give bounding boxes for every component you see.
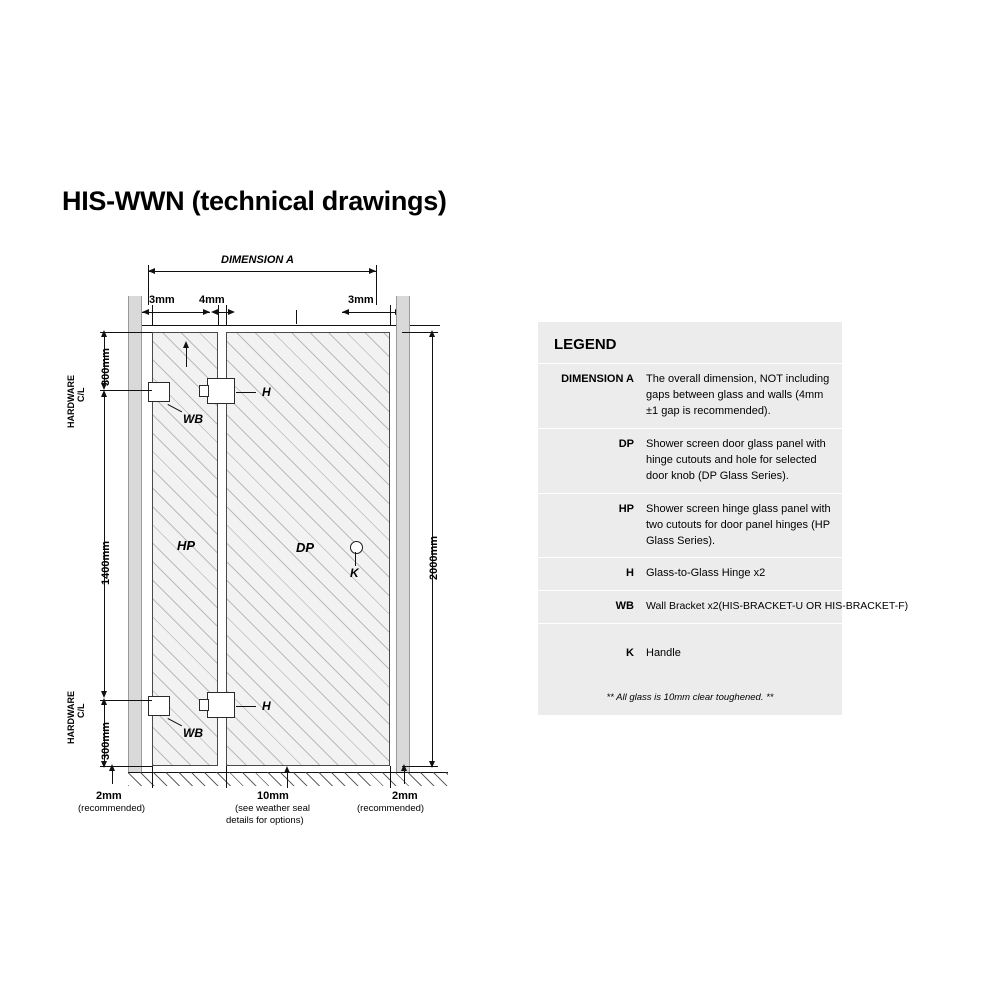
glass-hinge-bottom: [207, 692, 235, 718]
legend-desc: Handle: [646, 647, 681, 660]
dimension-a-arrow-left: [148, 268, 155, 274]
legend-row: [538, 363, 842, 428]
dimension-a-ext-right: [376, 265, 377, 305]
legend-row: [538, 623, 842, 676]
bottom-center-note-1: (see weather seal: [235, 803, 310, 814]
bottom-left-arrow: [109, 764, 115, 771]
gap-right-label: 3mm: [348, 294, 374, 306]
gap-left-label: 3mm: [149, 294, 175, 306]
legend-key: DP: [618, 437, 634, 450]
legend-desc: Glass-to-Glass Hinge x2: [646, 567, 766, 580]
legend-row: [538, 590, 909, 623]
dimension-a-arrow-right: [369, 268, 376, 274]
legend-panel: [538, 322, 909, 715]
legend-desc: The overall dimension, NOT including gaps between glass and walls (4mm ±1 gap is recommended).: [646, 373, 830, 417]
left-dim-300-top-label: 300mm: [100, 348, 112, 386]
tick-hp-right: [218, 305, 219, 325]
hinge-bottom-label: H: [262, 699, 271, 713]
gap-left-arrow-a: [142, 309, 149, 315]
left-dim-1400-arrow-d: [101, 691, 107, 698]
cl-hardware-top-line2: HARDWARE: [66, 375, 76, 428]
legend-heading: LEGEND: [554, 336, 617, 353]
glass-hinge-bottom-stub: [199, 699, 209, 711]
left-ext-top-2: [100, 390, 152, 391]
hp-top-arrow-line: [186, 345, 187, 367]
bottom-center-note-2: details for options): [226, 815, 304, 826]
bottom-left-note: (recommended): [78, 803, 146, 814]
bottom-center-value: 10mm: [257, 790, 289, 802]
wall-bracket-bottom-label: WB: [183, 726, 203, 740]
right-dim-2000-label: 2000mm: [428, 535, 440, 580]
hinge-top-label: H: [262, 385, 271, 399]
right-ext-bottom: [402, 766, 438, 767]
glass-hinge-top-stub: [199, 385, 209, 397]
legend-key: DIMENSION A: [561, 373, 634, 385]
legend-desc: Shower screen door glass panel with hinge cutouts and hole for selected door knob (DP Glass Series).: [646, 437, 826, 482]
bottom-ext-1: [152, 766, 153, 788]
door-knob-hole: [350, 541, 363, 554]
wall-right: [396, 296, 410, 772]
dimension-a-line: [148, 271, 376, 272]
left-ext-bot-1: [100, 700, 152, 701]
gap-left-arrow-b: [203, 309, 210, 315]
hinge-top-leader: [236, 392, 256, 393]
left-dim-1400-arrow-u: [101, 390, 107, 397]
bottom-right-value: 2mm: [392, 790, 418, 802]
bottom-right-arrow: [401, 764, 407, 771]
right-ext-top: [402, 332, 438, 333]
bottom-ext-3: [390, 766, 391, 788]
bottom-ext-2: [226, 766, 227, 788]
tick-hp-left: [152, 305, 153, 325]
legend-key: H: [626, 567, 634, 580]
floor-hatch: [128, 772, 448, 786]
legend-note: ** All glass is 10mm clear toughened. **: [606, 692, 774, 704]
tick-dp-left: [226, 305, 227, 325]
gap-right-arrow-a: [342, 309, 349, 315]
wall-bracket-bottom: [148, 696, 170, 716]
tick-dp-right: [390, 305, 391, 325]
top-reference-line: [140, 325, 440, 326]
cl-hardware-bot-line1: C/L: [76, 703, 86, 718]
gap-right-dim-line: [342, 312, 402, 313]
tick-dp-center: [296, 310, 297, 324]
hp-panel-label: HP: [177, 538, 196, 553]
legend-key: K: [626, 647, 634, 660]
bottom-left-value: 2mm: [96, 790, 122, 802]
gap-mid-arrow-b: [228, 309, 235, 315]
left-ext-top-1: [100, 332, 152, 333]
wall-bracket-top: [148, 382, 170, 402]
legend-row: [538, 557, 842, 590]
legend-row: [538, 493, 842, 558]
hp-top-arrow-head: [183, 341, 189, 348]
hinge-bottom-leader: [236, 706, 256, 707]
knob-label: K: [350, 566, 359, 580]
glass-hinge-top: [207, 378, 235, 404]
cl-hardware-bot-line2: HARDWARE: [66, 691, 76, 744]
dp-panel-label: DP: [296, 540, 315, 555]
legend-desc: Shower screen hinge glass panel with two cutouts for door panel hinges (HP Glass Series).: [646, 502, 831, 547]
left-ext-bot-2: [100, 766, 152, 767]
legend-row: [538, 428, 842, 493]
bottom-center-leader: [287, 772, 288, 788]
bottom-center-arrow: [284, 766, 290, 773]
dimension-a-label: DIMENSION A: [221, 254, 294, 266]
legend-key: HP: [618, 502, 634, 515]
bottom-right-note: (recommended): [357, 803, 425, 814]
gap-mid-arrow-a: [211, 309, 218, 315]
wall-bracket-top-label: WB: [183, 412, 203, 426]
page-title: HIS-WWN (technical drawings): [62, 186, 447, 216]
knob-leader: [355, 552, 356, 566]
legend-key: WB: [615, 600, 634, 613]
legend-desc: Wall Bracket x2(HIS-BRACKET-U OR HIS-BRACKET-F): [646, 600, 909, 613]
left-dim-300-bot-label: 300mm: [100, 722, 112, 760]
cl-hardware-top-line1: C/L: [76, 387, 86, 402]
gap-mid-label: 4mm: [199, 294, 225, 306]
left-dim-1400-label: 1400mm: [100, 540, 112, 585]
